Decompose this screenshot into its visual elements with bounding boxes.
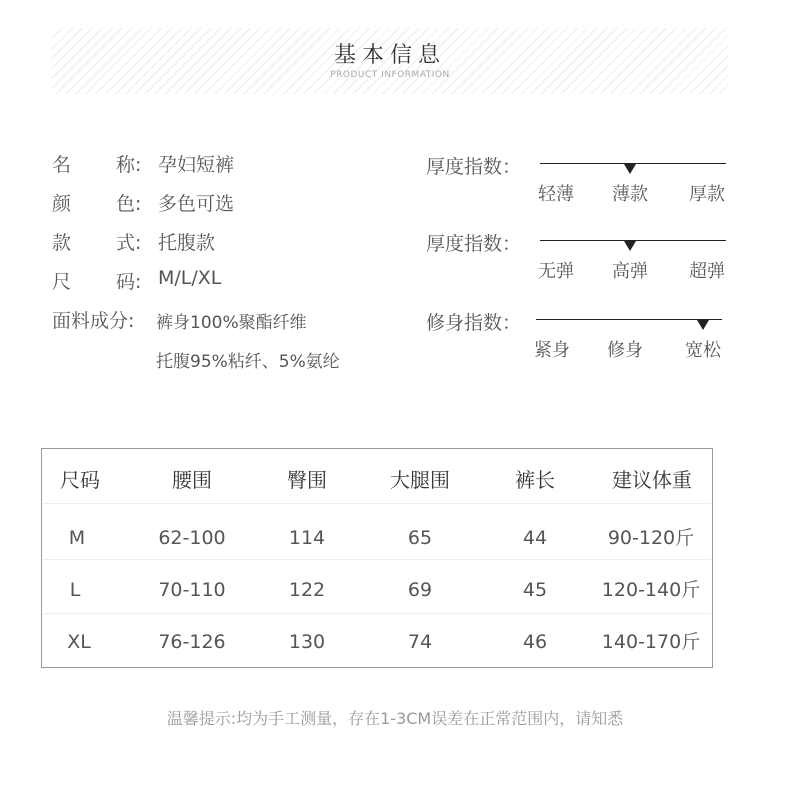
info-value-composition-1: 裤身100%聚酯纤维 bbox=[156, 313, 307, 333]
table-cell: 46 bbox=[522, 631, 548, 653]
info-row-size bbox=[52, 267, 392, 306]
info-value-size: M/L/XL bbox=[158, 267, 222, 289]
table-cell: M bbox=[68, 527, 86, 549]
index-marker-icon bbox=[624, 241, 636, 251]
table-cell: 70-110 bbox=[158, 579, 226, 601]
index-fit bbox=[426, 308, 736, 368]
index-option: 宽松 bbox=[685, 340, 721, 361]
index-option: 厚款 bbox=[689, 184, 725, 205]
table-row bbox=[42, 615, 712, 669]
index-option: 薄款 bbox=[612, 184, 648, 205]
index-marker-icon bbox=[697, 320, 709, 330]
table-cell: 140-170斤 bbox=[601, 631, 701, 653]
section-title: 基本信息 bbox=[333, 43, 446, 68]
table-header-cell: 臀围 bbox=[287, 468, 327, 492]
index-thickness bbox=[426, 152, 736, 212]
info-label: 名 bbox=[52, 154, 72, 176]
info-label: 式: bbox=[116, 232, 142, 254]
table-cell: 69 bbox=[407, 579, 433, 601]
index-option: 轻薄 bbox=[538, 184, 574, 205]
info-value-composition-2: 托腹95%粘纤、5%氨纶 bbox=[156, 352, 340, 372]
table-header-cell: 建议体重 bbox=[612, 468, 692, 492]
info-value-color: 多色可选 bbox=[158, 193, 235, 215]
index-marker-icon bbox=[624, 164, 636, 174]
table-divider bbox=[43, 503, 711, 504]
table-cell: 90-120斤 bbox=[607, 527, 695, 549]
info-label: 面料成分: bbox=[52, 310, 135, 332]
info-label: 颜 bbox=[52, 193, 72, 215]
info-row-style bbox=[52, 228, 392, 267]
info-row-name bbox=[52, 150, 392, 189]
table-cell: 114 bbox=[288, 527, 326, 549]
info-row-composition-2 bbox=[52, 345, 392, 384]
info-label: 码: bbox=[116, 271, 142, 293]
size-table bbox=[41, 448, 713, 668]
info-label: 尺 bbox=[52, 271, 72, 293]
header-banner bbox=[52, 28, 728, 94]
section-subtitle: PRODUCT INFORMATION bbox=[330, 70, 450, 80]
product-info-list bbox=[52, 150, 392, 384]
table-row bbox=[42, 511, 712, 565]
index-label: 厚度指数： bbox=[426, 233, 522, 255]
table-header-cell: 腰围 bbox=[172, 468, 212, 492]
table-cell: 45 bbox=[522, 579, 548, 601]
index-label: 修身指数： bbox=[426, 312, 522, 334]
table-cell: XL bbox=[67, 631, 91, 653]
table-header-cell: 大腿围 bbox=[390, 468, 450, 492]
index-elasticity bbox=[426, 229, 736, 289]
info-row-composition bbox=[52, 306, 392, 345]
table-cell: 74 bbox=[407, 631, 433, 653]
table-cell: 62-100 bbox=[158, 527, 226, 549]
table-header-cell: 裤长 bbox=[515, 468, 555, 492]
table-divider bbox=[43, 559, 711, 560]
table-header-cell: 尺码 bbox=[60, 468, 100, 492]
index-option: 修身 bbox=[607, 340, 643, 361]
index-label: 厚度指数： bbox=[426, 156, 522, 178]
table-cell: L bbox=[69, 579, 81, 601]
table-cell: 76-126 bbox=[158, 631, 226, 653]
table-cell: 120-140斤 bbox=[601, 579, 701, 601]
index-option: 紧身 bbox=[534, 340, 570, 361]
info-value-name: 孕妇短裤 bbox=[158, 154, 235, 176]
table-header-row bbox=[42, 453, 712, 507]
index-option: 无弹 bbox=[538, 261, 574, 282]
table-cell: 65 bbox=[407, 527, 433, 549]
info-row-color bbox=[52, 189, 392, 228]
index-scale-line bbox=[536, 319, 722, 320]
table-cell: 44 bbox=[522, 527, 548, 549]
info-label: 称: bbox=[116, 154, 142, 176]
info-value-style: 托腹款 bbox=[158, 232, 216, 254]
index-option: 超弹 bbox=[689, 261, 725, 282]
info-label: 款 bbox=[52, 232, 72, 254]
measurement-note: 温馨提示:均为手工测量，存在1-3CM误差在正常范围内，请知悉 bbox=[166, 709, 624, 728]
index-option: 高弹 bbox=[612, 261, 648, 282]
table-row bbox=[42, 563, 712, 617]
table-cell: 130 bbox=[288, 631, 326, 653]
table-cell: 122 bbox=[288, 579, 326, 601]
info-label: 色: bbox=[116, 193, 142, 215]
table-divider bbox=[43, 613, 711, 614]
